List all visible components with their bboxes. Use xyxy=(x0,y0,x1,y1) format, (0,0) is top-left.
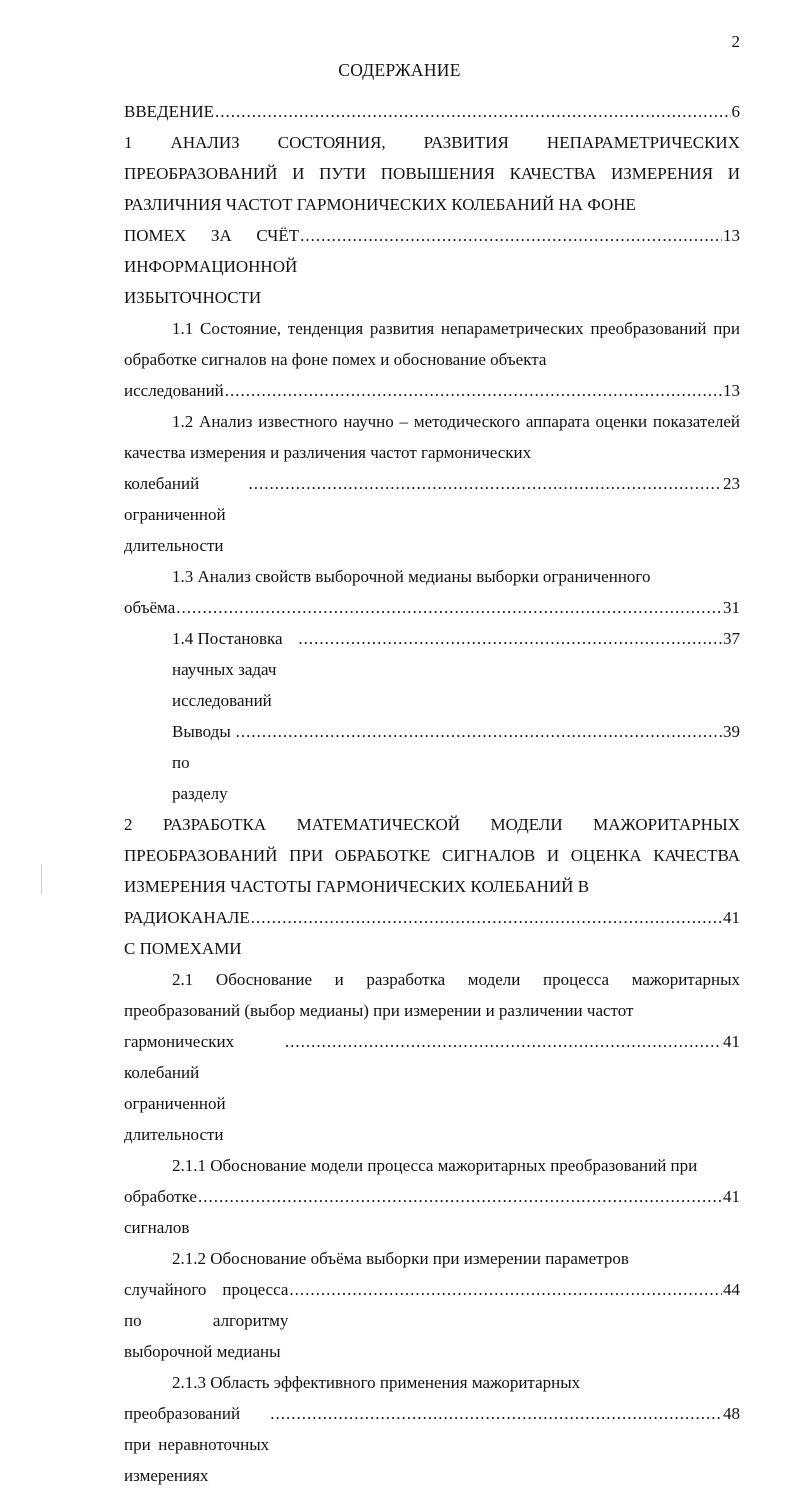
toc-entry-title-tail: обработке сигналов xyxy=(124,1187,197,1237)
toc-entry-1-3[interactable] xyxy=(124,561,740,623)
toc-entry-title: 1.2 Анализ известного научно – методического аппарата оценки показателей качества измерения и различения частот гармонических xyxy=(124,412,740,462)
toc-entry-page: 41 xyxy=(723,1032,740,1051)
toc-entry-title: ВВЕДЕНИЕ xyxy=(124,102,214,121)
toc-entry-page: 41 xyxy=(723,908,740,927)
dot-leader xyxy=(285,1026,722,1057)
toc-entry-last-line xyxy=(124,1274,740,1367)
dot-leader xyxy=(249,468,723,499)
toc-entry-page: 39 xyxy=(723,722,740,741)
toc-entry-chapter-2[interactable] xyxy=(124,809,740,964)
toc-entry-2-1-1[interactable] xyxy=(124,1150,740,1243)
toc-entry-page: 48 xyxy=(723,1404,740,1423)
toc-entry-title: 2 РАЗРАБОТКА МАТЕМАТИЧЕСКОЙ МОДЕЛИ МАЖОРИТАРНЫХ ПРЕОБРАЗОВАНИЙ ПРИ ОБРАБОТКЕ СИГНАЛОВ И ОЦЕНКА КАЧЕСТВА ИЗМЕРЕНИЯ ЧАСТОТЫ ГАРМОНИЧЕСКИХ КОЛЕБАНИЙ В xyxy=(124,815,740,896)
toc-entry-2-1-3[interactable] xyxy=(124,1367,740,1491)
toc-entry-title: 1.3 Анализ свойств выборочной медианы выборки ограниченного xyxy=(172,567,651,586)
dot-leader xyxy=(300,220,722,251)
toc-entry-2-1-2[interactable] xyxy=(124,1243,740,1367)
toc-entry-conclusions-1[interactable] xyxy=(124,716,740,809)
toc-entry-chapter-1[interactable] xyxy=(124,127,740,313)
toc-entry-title-tail: РАДИОКАНАЛЕ С ПОМЕХАМИ xyxy=(124,908,250,958)
dot-leader xyxy=(176,592,722,623)
toc-entry-page: 37 xyxy=(723,629,740,648)
page-number: 2 xyxy=(731,32,740,51)
toc-entry-title-tail: преобразований при неравноточных измерениях xyxy=(124,1404,270,1485)
toc-entry-last-line xyxy=(124,902,740,964)
toc-entry-title: 2.1.2 Обоснование объёма выборки при измерении параметров xyxy=(172,1249,629,1268)
toc-entry-last-line xyxy=(124,592,740,623)
toc-entry-1-4[interactable] xyxy=(124,623,740,716)
toc-entry-1-1[interactable] xyxy=(124,313,740,406)
toc-entry-1-2[interactable] xyxy=(124,406,740,561)
toc-entry-title: 2.1.3 Область эффективного применения мажоритарных xyxy=(172,1373,581,1392)
dot-leader xyxy=(270,1398,722,1429)
toc-entry-last-line xyxy=(124,1026,740,1150)
toc-entry-page: 13 xyxy=(723,226,740,245)
scan-margin-mark xyxy=(41,864,42,894)
toc-entry-2-1[interactable] xyxy=(124,964,740,1150)
dot-leader xyxy=(198,1181,722,1212)
dot-leader xyxy=(289,1274,722,1305)
dot-leader xyxy=(215,96,731,127)
toc-entry-title-tail: случайного процесса по алгоритму выборочной медианы xyxy=(124,1280,289,1361)
toc-entry-title: 2.1.1 Обоснование модели процесса мажоритарных преобразований при xyxy=(172,1156,698,1175)
toc-entry-title: 1.1 Состояние, тенденция развития непараметрических преобразований при обработке сигналов на фоне помех и обоснование объекта xyxy=(124,319,740,369)
toc-entry-title-tail: гармонических колебаний ограниченной длительности xyxy=(124,1032,235,1144)
toc-entry-last-line xyxy=(124,220,740,313)
toc-entry-page: 41 xyxy=(723,1187,740,1206)
toc-entry-page: 23 xyxy=(723,474,740,493)
toc-entry-last-line xyxy=(124,468,740,561)
dot-leader xyxy=(251,902,722,933)
dot-leader xyxy=(298,623,722,654)
dot-leader xyxy=(236,716,722,747)
toc-entry-last-line xyxy=(124,375,740,406)
toc-entry-title-tail: колебаний ограниченной длительности xyxy=(124,474,226,555)
toc-entry-title: 2.1 Обоснование и разработка модели процесса мажоритарных преобразований (выбор медианы) при измерении и различении частот xyxy=(124,970,740,1020)
toc-entry-title: 1 АНАЛИЗ СОСТОЯНИЯ, РАЗВИТИЯ НЕПАРАМЕТРИЧЕСКИХ ПРЕОБРАЗОВАНИЙ И ПУТИ ПОВЫШЕНИЯ КАЧЕСТВА ИЗМЕРЕНИЯ И РАЗЛИЧНИЯ ЧАСТОТ ГАРМОНИЧЕСКИХ КОЛЕБАНИЙ НА ФОНЕ xyxy=(124,133,740,214)
toc-entry-last-line xyxy=(124,1398,740,1491)
toc-entry-page: 6 xyxy=(731,102,740,121)
toc-entry-page: 31 xyxy=(723,598,740,617)
dot-leader xyxy=(225,375,722,406)
toc-entry-last-line xyxy=(124,1181,740,1243)
toc-entry-title-tail: объёма xyxy=(124,598,176,617)
toc-entry-title: Выводы по разделу xyxy=(172,722,231,803)
toc-title: СОДЕРЖАНИЕ xyxy=(338,60,461,80)
toc-entry-introduction[interactable] xyxy=(124,96,740,127)
toc-entry-page: 44 xyxy=(723,1280,740,1299)
toc-entry-page: 13 xyxy=(723,381,740,400)
toc-entry-title-tail: ПОМЕХ ЗА СЧЁТ ИНФОРМАЦИОННОЙ ИЗБЫТОЧНОСТИ xyxy=(124,226,300,307)
toc-entry-title: 1.4 Постановка научных задач исследований xyxy=(172,629,283,710)
table-of-contents xyxy=(124,96,740,1491)
toc-entry-title-tail: исследований xyxy=(124,381,224,400)
